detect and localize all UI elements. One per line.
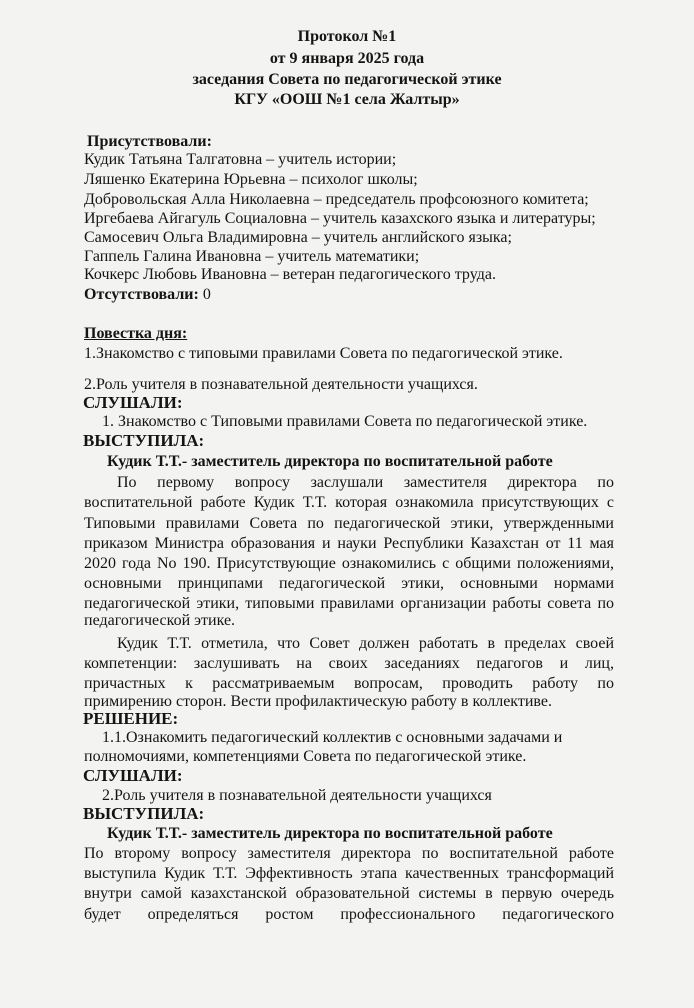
member-item: Ляшенко Екатерина Юрьевна – психолог школы;	[84, 171, 418, 188]
speaker-line: Кудик Т.Т.- заместитель директора по воспитательной работе	[107, 453, 553, 470]
member-item: Кочкерс Любовь Ивановна – ветеран педагогического труда.	[84, 266, 496, 283]
paragraph-line: педагогической этике.	[84, 612, 236, 629]
paragraph-line: будет определяться ростом профессионального педагогического	[84, 906, 614, 923]
paragraph-line: примирению сторон. Вести профилактическую работу в коллективе.	[84, 693, 552, 710]
member-item: Кудик Татьяна Талгатовна – учитель истории;	[84, 151, 397, 168]
paragraph-line: основными принципами педагогической этики, основными нормами	[84, 575, 614, 592]
paragraph-line: причастных к рассматриваемым вопросам, проводить работу по	[84, 675, 614, 692]
protocol-organization: КГУ «ООШ №1 села Жалтыр»	[234, 91, 460, 108]
member-item: Самосевич Ольга Владимировна – учитель английского языка;	[84, 229, 512, 246]
agenda-label: Повестка дня:	[84, 325, 188, 342]
protocol-subject: заседания Совета по педагогической этике	[192, 71, 502, 88]
paragraph-line: По второму вопросу заместителя директора по воспитательной работе	[84, 845, 614, 862]
decision-line: 1.1.Ознакомить педагогический коллектив с основными задачами и	[102, 729, 563, 746]
decision-label: РЕШЕНИЕ:	[83, 709, 179, 728]
protocol-date: от 9 января 2025 года	[269, 50, 425, 67]
paragraph-line: воспитательной работе Кудик Т.Т. которая ознакомила присутствующих с	[84, 494, 614, 511]
paragraph-line: внутри самой казахстанской образовательной системы в первую очередь	[84, 885, 614, 902]
absent-value: 0	[198, 286, 211, 303]
speaker-line: Кудик Т.Т.- заместитель директора по воспитательной работе	[107, 825, 553, 842]
protocol-title: Протокол №1	[297, 28, 397, 45]
heard-label: СЛУШАЛИ:	[83, 766, 183, 785]
agenda-item: 1.Знакомство с типовыми правилами Совета по педагогической этике.	[84, 345, 563, 362]
absent-label: Отсутствовали:	[84, 286, 199, 303]
absent-row	[84, 285, 694, 305]
paragraph-line: приказом Министра образования и науки Республики Казахстан от 11 мая	[84, 535, 614, 552]
paragraph-line: 2020 года No 190. Присутствующие ознакомились с общими положениями,	[84, 555, 614, 572]
paragraph-line: выступила Кудик Т.Т. Эффективность этапа качественных трансформаций	[84, 865, 614, 882]
member-item: Гаппель Галина Ивановна – учитель математики;	[84, 248, 420, 265]
agenda-item: 2.Роль учителя в познавательной деятельности учащихся.	[84, 376, 478, 393]
heard-item: 1. Знакомство с Типовыми правилами Совета по педагогической этике.	[102, 413, 588, 430]
decision-line: полномочиями, компетенциями Совета по педагогической этике.	[84, 748, 527, 765]
spoke-label: ВЫСТУПИЛА:	[83, 431, 205, 450]
present-label: Присутствовали:	[87, 133, 212, 150]
paragraph-line: Кудик Т.Т. отметила, что Совет должен работать в пределах своей	[117, 635, 614, 652]
paragraph-line: педагогической этики, типовыми правилами организации работы совета по	[84, 595, 614, 612]
paragraph-line: компетенции: заслушивать на своих заседаниях педагогов и лиц,	[84, 655, 614, 672]
paragraph-line: По первому вопросу заслушали заместителя директора по	[117, 474, 614, 491]
heard-item: 2.Роль учителя в познавательной деятельности учащихся	[102, 787, 492, 804]
heard-label: СЛУШАЛИ:	[83, 393, 183, 412]
member-item: Добровольская Алла Николаевна – председатель профсоюзного комитета;	[84, 191, 589, 208]
spoke-label: ВЫСТУПИЛА:	[83, 804, 205, 823]
member-item: Иргебаева Айгагуль Социаловна – учитель казахского языка и литературы;	[84, 210, 596, 227]
paragraph-line: Типовыми правилами Совета по педагогической этики, утвержденными	[84, 515, 614, 532]
